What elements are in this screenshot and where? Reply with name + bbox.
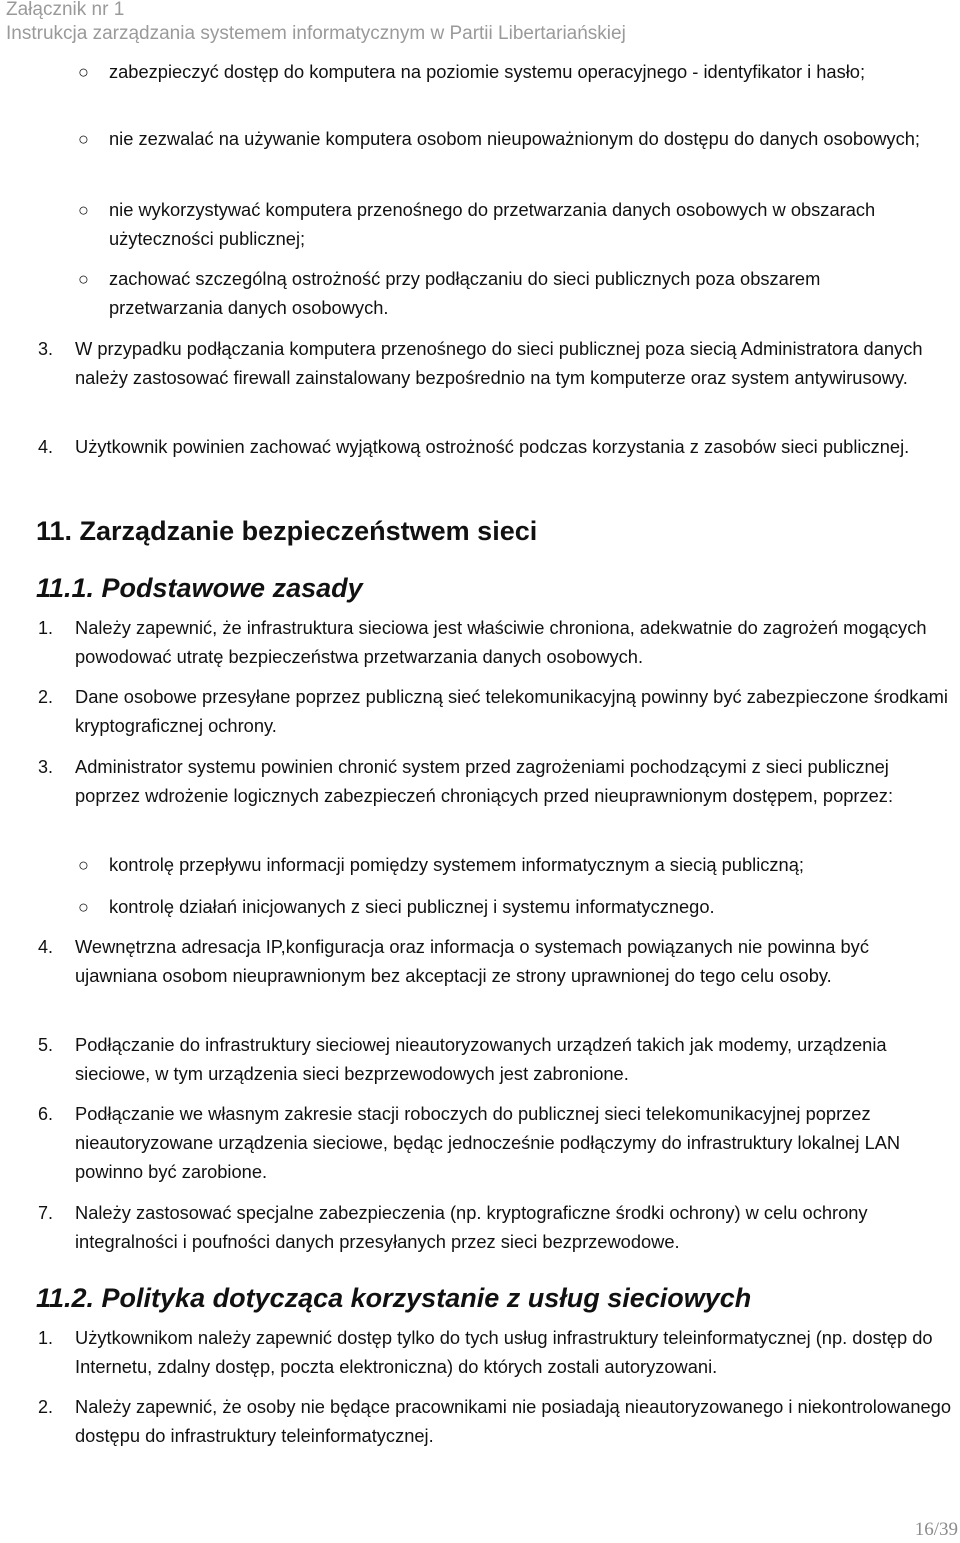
subsection-heading: 11.2. Polityka dotycząca korzystanie z usług sieciowych — [36, 1283, 752, 1313]
list-item: Podłączanie we własnym zakresie stacji roboczych do publicznej sieci telekomunikacyjnej poprzez nieautoryzowane urządzenia sieciowe, będąc jednocześnie podłączymy do infrastruktury lokalnej LAN powinno być zarobione. — [75, 1103, 901, 1182]
list-item: Wewnętrzna adresacja IP,konfiguracja oraz informacja o systemach powiązanych nie powinna być ujawniana osobom nieuprawnionym bez akceptacji ze strony uprawnionej do tego celu osoby. — [75, 936, 869, 986]
list-number: 3. — [38, 757, 54, 777]
list-item: kontrolę działań inicjowanych z sieci publicznej i systemu informatycznego. — [109, 896, 715, 917]
list-number: 1. — [38, 1328, 54, 1348]
header-attachment: Załącznik nr 1 — [6, 0, 125, 20]
list-item: Dane osobowe przesyłane poprzez publiczną sieć telekomunikacyjną powinny być zabezpieczone środkami kryptograficznej ochrony. — [75, 686, 948, 736]
page-number: 16/39 — [914, 1519, 958, 1540]
list-number: 7. — [38, 1203, 54, 1223]
list-item: nie zezwalać na używanie komputera osobom nieupoważnionym do dostępu do danych osobowych; — [109, 128, 920, 149]
list-number: 6. — [38, 1104, 54, 1124]
list-number: 2. — [38, 1397, 54, 1417]
list-item: Użytkownik powinien zachować wyjątkową ostrożność podczas korzystania z zasobów sieci publicznej. — [75, 436, 910, 457]
hollow-circle-bullet-icon: ○ — [78, 855, 89, 875]
list-item: Podłączanie do infrastruktury sieciowej nieautoryzowanych urządzeń takich jak modemy, urządzenia sieciowe, w tym urządzenia sieci bezprzewodowych jest zabronione. — [75, 1034, 887, 1084]
hollow-circle-bullet-icon: ○ — [78, 129, 89, 149]
page-header — [6, 0, 626, 46]
hollow-circle-bullet-icon: ○ — [78, 897, 89, 917]
hollow-circle-bullet-icon: ○ — [78, 62, 89, 82]
list-item: nie wykorzystywać komputera przenośnego do przetwarzania danych osobowych w obszarach użyteczności publicznej; — [109, 199, 876, 249]
list-number: 1. — [38, 618, 54, 638]
hollow-circle-bullet-icon: ○ — [78, 200, 89, 220]
list-item: zabezpieczyć dostęp do komputera na poziomie systemu operacyjnego - identyfikator i hasło; — [109, 61, 866, 82]
list-item: zachować szczególną ostrożność przy podłączaniu do sieci publicznych poza obszarem przetwarzania danych osobowych. — [109, 268, 821, 318]
list-item: Należy zastosować specjalne zabezpieczenia (np. kryptograficzne środki ochrony) w celu ochrony integralności i poufności danych przesyłanych przez sieci bezprzewodowe. — [75, 1202, 868, 1252]
list-item: Należy zapewnić, że osoby nie będące pracownikami nie posiadają nieautoryzowanego i niekontrolowanego dostępu do infrastruktury teleinformatycznej. — [75, 1396, 952, 1446]
list-item: Użytkownikom należy zapewnić dostęp tylko do tych usług infrastruktury teleinformatycznej (np. dostęp do Internetu, zdalny dostęp, poczta elektroniczna) do których zostali autoryzowani. — [75, 1327, 933, 1377]
list-item: W przypadku podłączania komputera przenośnego do sieci publicznej poza siecią Administratora danych należy zastosować firewall zainstalowany bezpośrednio na tym komputerze oraz system antywirusowy. — [75, 338, 923, 388]
list-item: kontrolę przepływu informacji pomiędzy systemem informatycznym a siecią publiczną; — [109, 854, 804, 875]
section-heading: 11. Zarządzanie bezpieczeństwem sieci — [36, 516, 538, 546]
list-number: 4. — [38, 437, 54, 457]
list-number: 3. — [38, 339, 54, 359]
header-document-title: Instrukcja zarządzania systemem informatycznym w Partii Libertariańskiej — [6, 23, 626, 44]
list-number: 5. — [38, 1035, 54, 1055]
hollow-circle-bullet-icon: ○ — [78, 269, 89, 289]
subsection-heading: 11.1. Podstawowe zasady — [36, 573, 363, 603]
list-number: 4. — [38, 937, 54, 957]
list-item: Administrator systemu powinien chronić system przed zagrożeniami pochodzącymi z sieci publicznej poprzez wdrożenie logicznych zabezpieczeń chroniących przed nieuprawnionym dostępem, poprzez: — [75, 756, 894, 806]
list-number: 2. — [38, 687, 54, 707]
list-item: Należy zapewnić, że infrastruktura sieciowa jest właściwie chroniona, adekwatnie do zagrożeń mogących powodować utratę bezpieczeństwa przetwarzania danych osobowych. — [75, 617, 927, 667]
